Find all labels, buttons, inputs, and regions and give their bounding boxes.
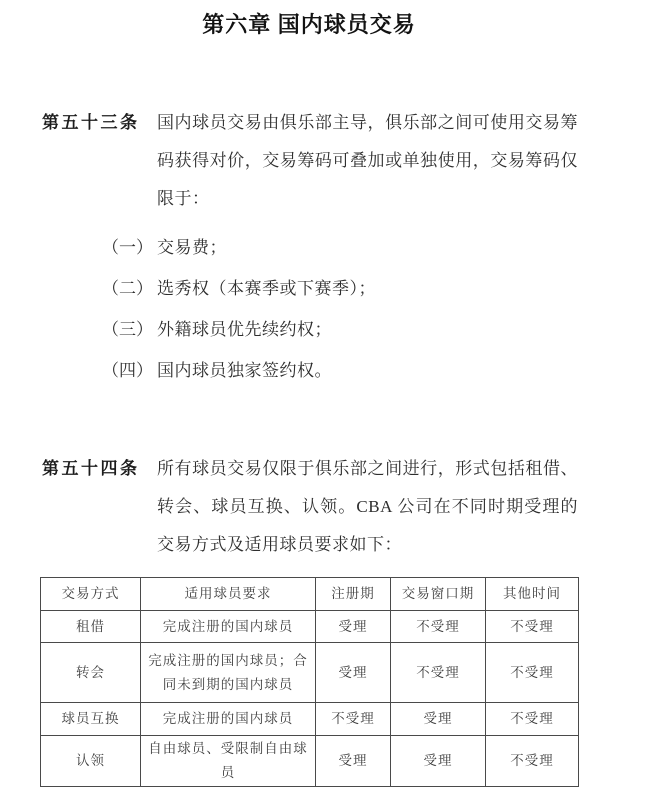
cell-trade-type: 认领 (41, 736, 141, 787)
clause-text: 外籍球员优先续约权； (157, 320, 332, 339)
clause-number: （二） (102, 279, 153, 298)
cell-player-req: 完成注册的国内球员；合同未到期的国内球员 (141, 643, 316, 703)
chapter-title: 第六章 国内球员交易 (202, 12, 416, 37)
cell-player-req: 完成注册的国内球员 (141, 703, 316, 736)
article-53-text: 国内球员交易由俱乐部主导，俱乐部之间可使用交易筹码获得对价，交易筹码可叠加或单独使用，交易筹码仅限于： (157, 113, 578, 208)
cell-other-time: 不受理 (486, 703, 579, 736)
table-row (41, 703, 579, 736)
cell-reg-period: 受理 (316, 736, 391, 787)
cell-trade-type: 球员互换 (41, 703, 141, 736)
table-row (41, 643, 579, 703)
clause-item-2 (102, 268, 578, 309)
col-header-player-req: 适用球员要求 (141, 578, 316, 611)
cell-reg-period: 受理 (316, 643, 391, 703)
clause-text: 交易费； (157, 238, 227, 257)
cell-player-req: 完成注册的国内球员 (141, 611, 316, 643)
col-header-trade-type: 交易方式 (41, 578, 141, 611)
cell-trade-window: 受理 (391, 703, 486, 736)
table-header-row (41, 578, 579, 611)
col-header-other-time: 其他时间 (486, 578, 579, 611)
cell-reg-period: 不受理 (316, 703, 391, 736)
cell-other-time: 不受理 (486, 643, 579, 703)
article-54-text: 所有球员交易仅限于俱乐部之间进行，形式包括租借、转会、球员互换、认领。CBA 公司在不同时期受理的交易方式及适用球员要求如下： (157, 459, 578, 554)
table-row (41, 736, 579, 787)
clause-list (102, 227, 578, 391)
col-header-trade-window: 交易窗口期 (391, 578, 486, 611)
article-54 (40, 450, 578, 564)
table-row (41, 611, 579, 643)
clause-number: （一） (102, 238, 153, 257)
cell-trade-window: 不受理 (391, 611, 486, 643)
cell-other-time: 不受理 (486, 736, 579, 787)
cell-trade-window: 受理 (391, 736, 486, 787)
trade-acceptance-table (40, 577, 579, 787)
article-54-label: 第五十四条 (42, 459, 140, 478)
cell-trade-type: 转会 (41, 643, 141, 703)
clause-item-3 (102, 309, 578, 350)
cell-player-req: 自由球员、受限制自由球员 (141, 736, 316, 787)
article-53 (40, 104, 578, 218)
clause-item-1 (102, 227, 578, 268)
cell-trade-window: 不受理 (391, 643, 486, 703)
col-header-reg-period: 注册期 (316, 578, 391, 611)
clause-item-4 (102, 350, 578, 391)
clause-number: （三） (102, 320, 153, 339)
clause-text: 国内球员独家签约权。 (157, 361, 332, 380)
cell-trade-type: 租借 (41, 611, 141, 643)
clause-text: 选秀权（本赛季或下赛季）； (157, 279, 376, 298)
clause-number: （四） (102, 361, 153, 380)
cell-other-time: 不受理 (486, 611, 579, 643)
article-53-label: 第五十三条 (42, 113, 140, 132)
cell-reg-period: 受理 (316, 611, 391, 643)
